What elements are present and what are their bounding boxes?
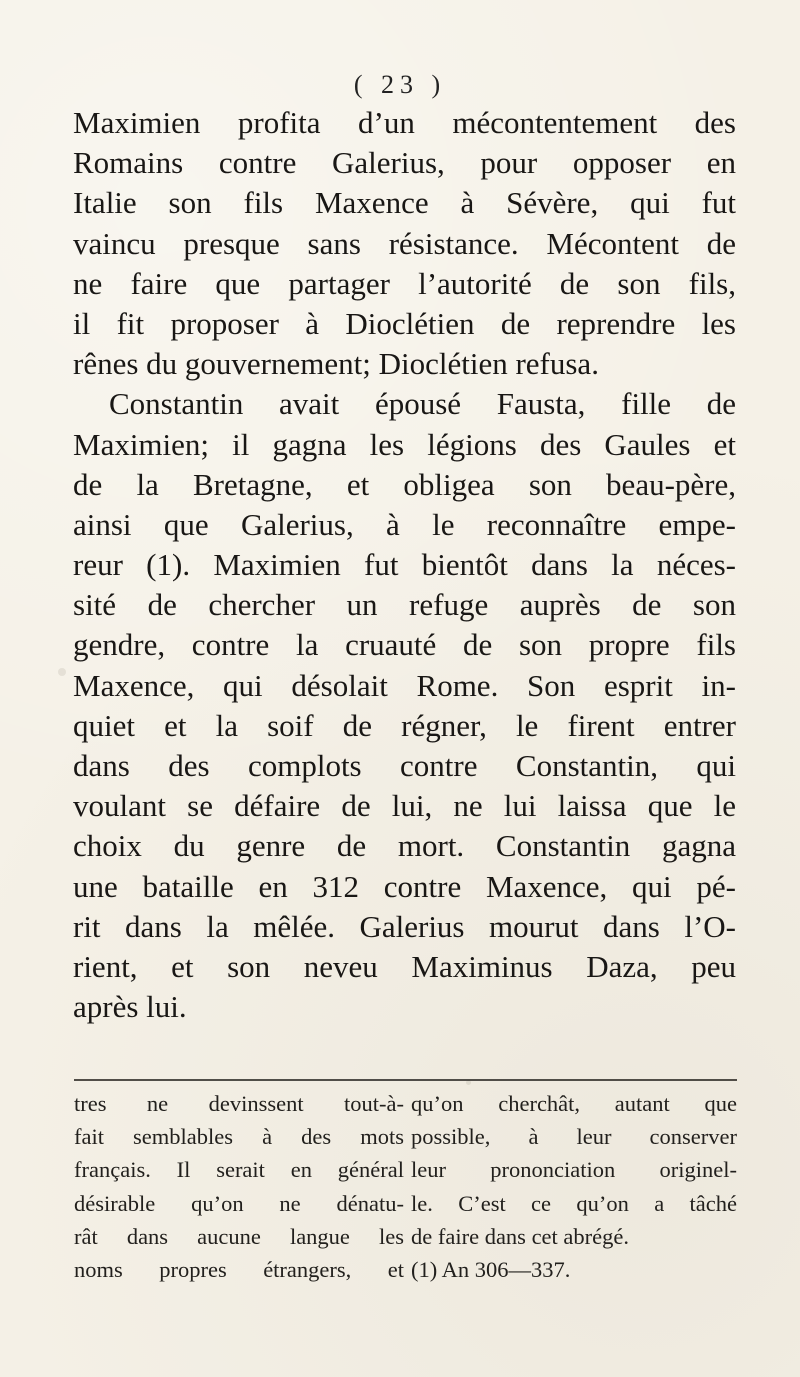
footnote-line: (1) An 306—337. [411, 1256, 571, 1282]
main-paragraph [73, 103, 736, 1027]
text-line: de la Bretagne, et obligea son beau-père, [73, 466, 736, 502]
text-line: voulant se défaire de lui, ne lui laissa que le [73, 788, 736, 824]
footnote-separator-rule [74, 1079, 737, 1081]
text-line: quiet et la soif de régner, le firent entrer [73, 707, 736, 743]
text-line: rit dans la mêlée. Galerius mourut dans l’O- [73, 908, 736, 944]
text-line: ne faire que partager l’autorité de son fils, [73, 265, 736, 301]
footnote-line: leur prononciation originel- [411, 1157, 737, 1183]
text-line: reur (1). Maximien fut bientôt dans la néces- [73, 547, 736, 583]
text-line: Romains contre Galerius, pour opposer en [73, 145, 736, 181]
text-line: ainsi que Galerius, à le reconnaître empe- [73, 506, 736, 542]
footnote-line: rât dans aucune langue les [74, 1223, 404, 1249]
page-number: ( 23 ) [353, 70, 447, 99]
text-line: Constantin avait épousé Fausta, fille de [109, 386, 736, 422]
text-line: après lui. [73, 989, 187, 1025]
text-line: Maximien profita d’un mécontentement des [73, 105, 736, 140]
footnote-line: fait semblables à des mots [74, 1124, 404, 1150]
text-line: gendre, contre la cruauté de son propre fils [73, 627, 736, 663]
text-line: vaincu presque sans résistance. Mécontent de [73, 225, 736, 261]
ink-spot [58, 668, 66, 676]
footnote-line: noms propres étrangers, et [74, 1256, 404, 1282]
footnote-line: de faire dans cet abrégé. [411, 1223, 629, 1249]
footnote-line: qu’on cherchât, autant que [411, 1091, 737, 1116]
text-line: choix du genre de mort. Constantin gagna [73, 828, 736, 864]
footnote-line: possible, à leur conserver [411, 1124, 737, 1150]
footnote-line: tres ne devinssent tout-à- [74, 1091, 404, 1116]
footnote-left-column [74, 1087, 404, 1286]
text-line: il fit proposer à Dioclétien de reprendre les [73, 305, 736, 341]
footnote-line: français. Il serait en général [74, 1157, 404, 1183]
footnote-line: le. C’est ce qu’on a tâché [411, 1190, 737, 1216]
footnote-right-column [411, 1087, 737, 1286]
text-line: Italie son fils Maxence à Sévère, qui fut [73, 185, 736, 221]
text-line: Maximien; il gagna les légions des Gaules et [73, 426, 736, 462]
text-line: dans des complots contre Constantin, qui [73, 748, 736, 783]
text-line: Maxence, qui désolait Rome. Son esprit in- [73, 667, 736, 703]
text-line: rient, et son neveu Maximinus Daza, peu [73, 948, 736, 984]
text-line: sité de chercher un refuge auprès de son [73, 587, 736, 623]
text-line: une bataille en 312 contre Maxence, qui pé- [73, 868, 736, 904]
text-line: rênes du gouvernement; Dioclétien refusa. [73, 346, 599, 382]
footnote-line: désirable qu’on ne dénatu- [74, 1190, 404, 1216]
